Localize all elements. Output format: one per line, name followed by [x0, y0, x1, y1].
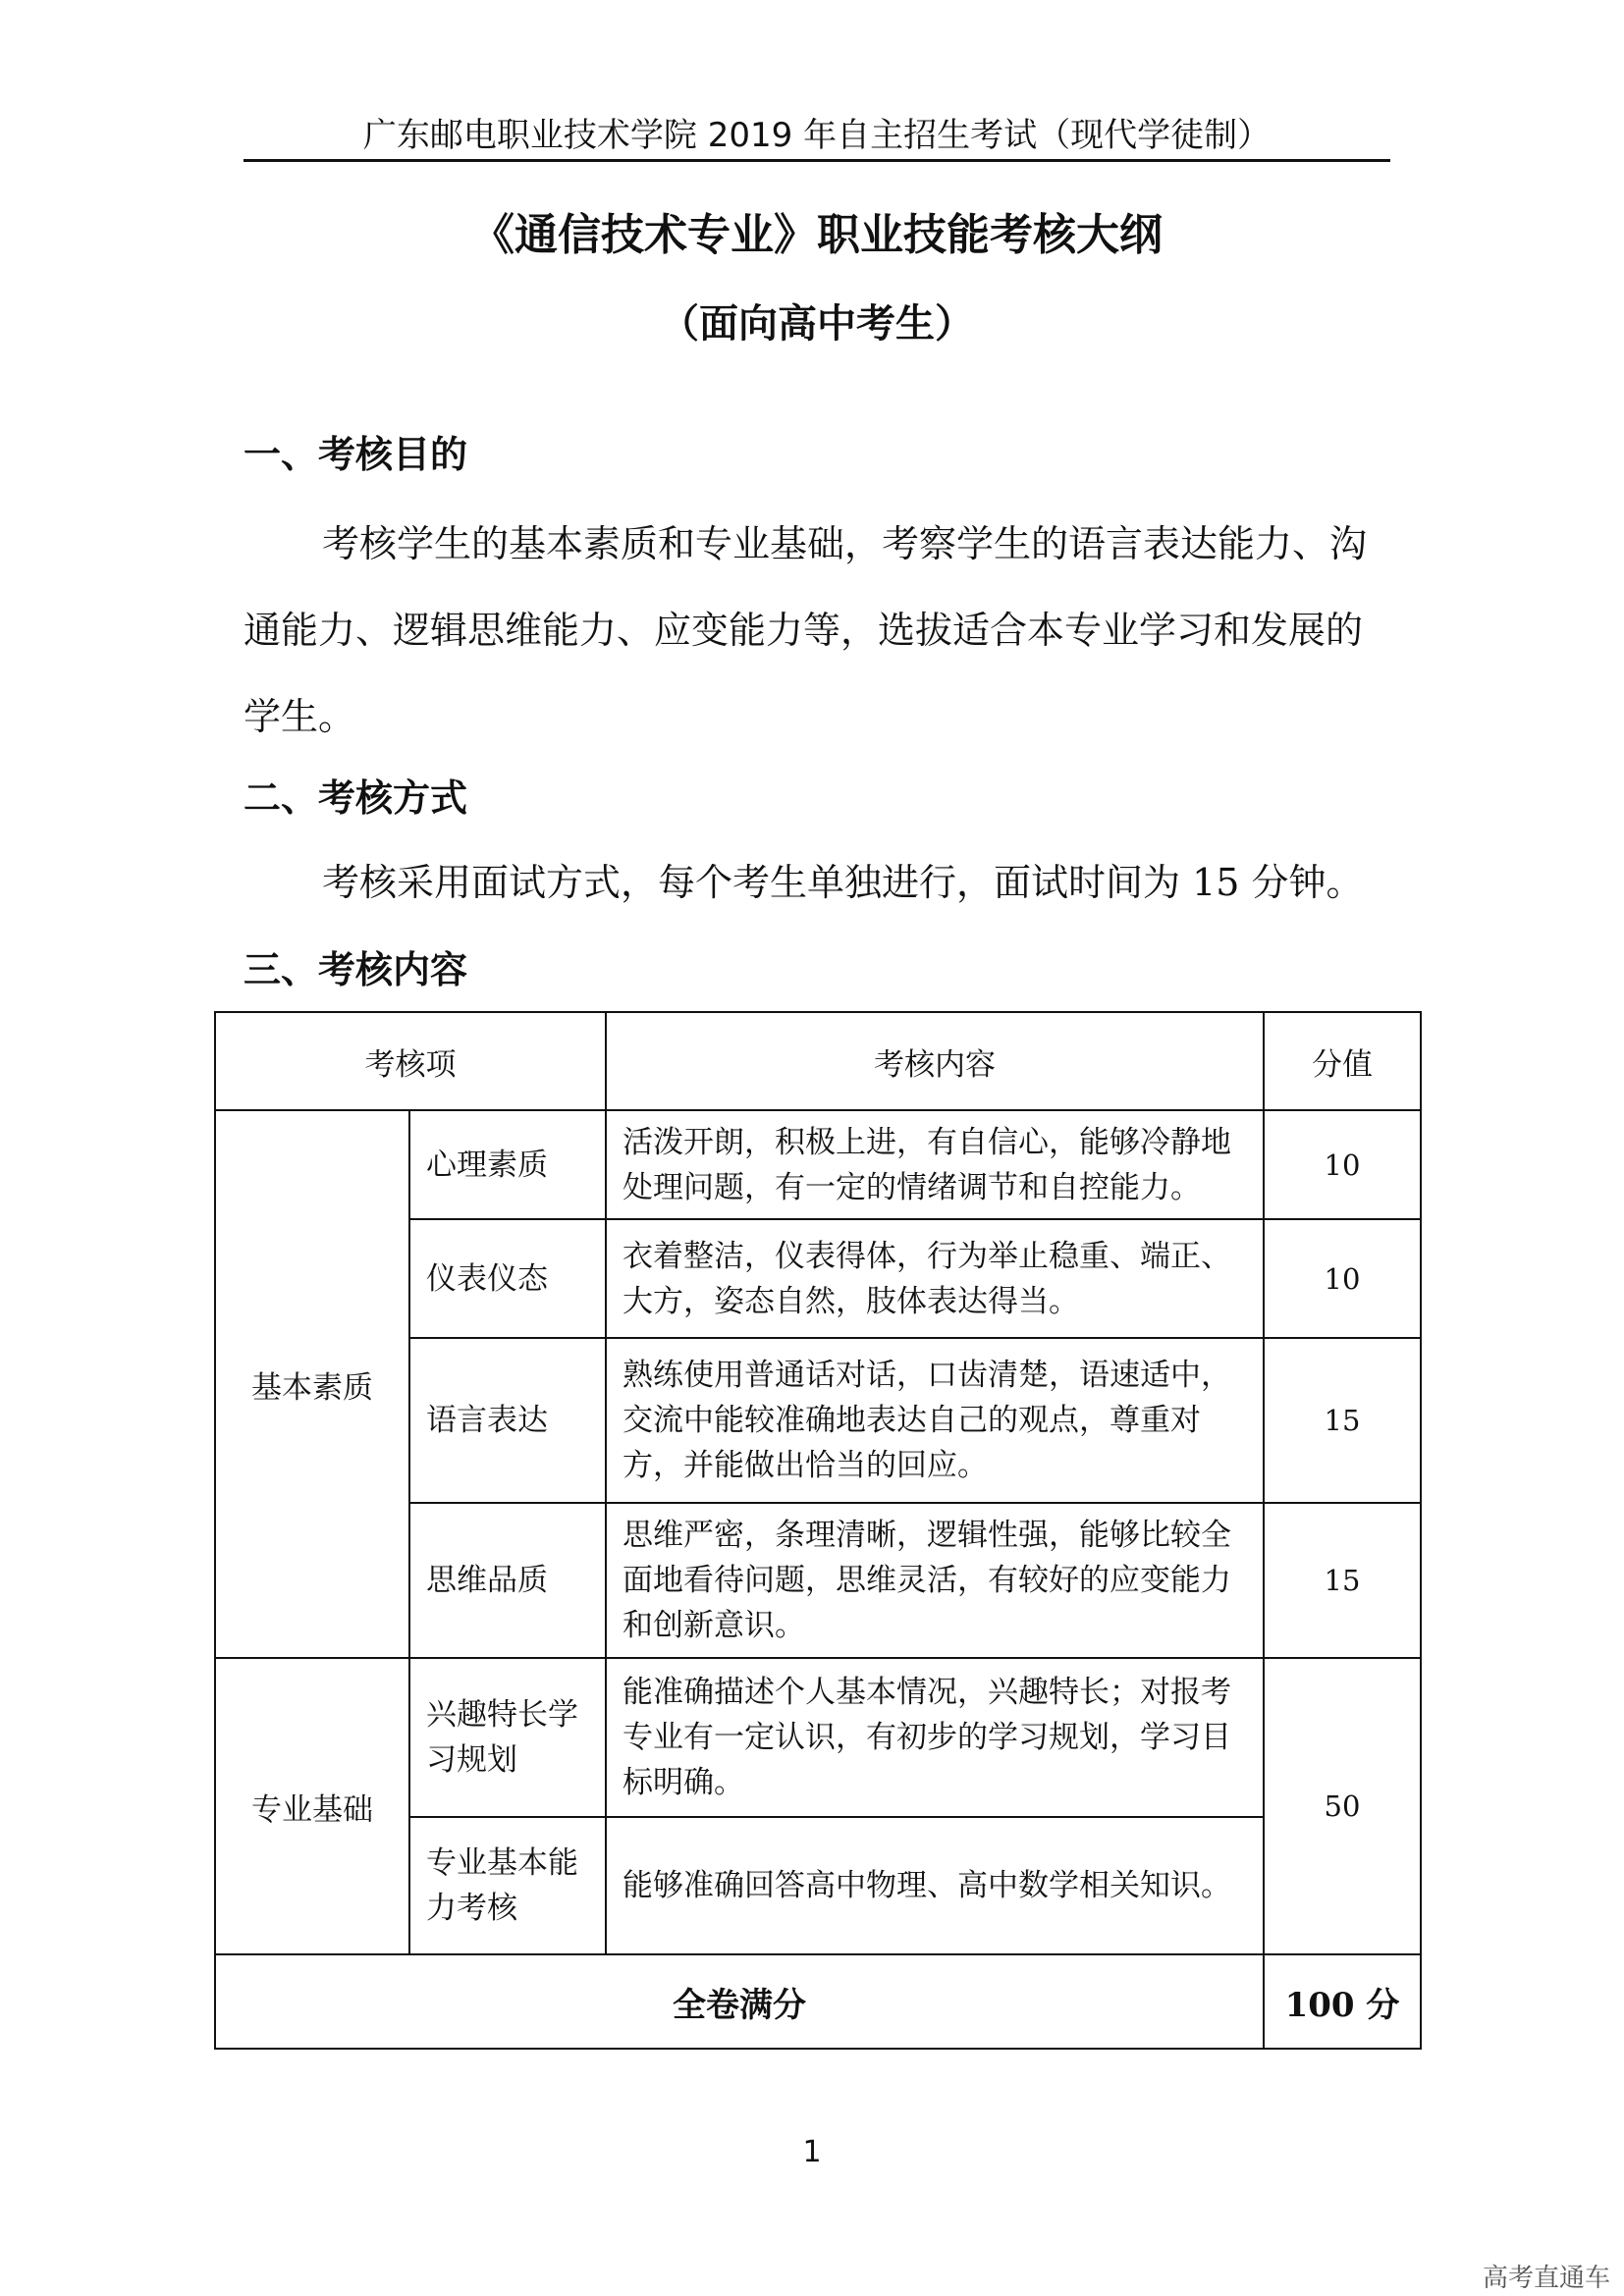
- score-cell: 10: [1264, 1219, 1421, 1338]
- document-subtitle: （面向高中考生）: [660, 300, 974, 347]
- section-body-purpose: 考核学生的基本素质和专业基础，考察学生的语言表达能力、沟通能力、逻辑思维能力、应变能力等，选拔适合本专业学习和发展的学生。: [244, 522, 1368, 738]
- header-item: 考核项: [215, 1012, 606, 1110]
- page-header: 广东邮电职业技术学院 2019 年自主招生考试（现代学徒制）: [362, 116, 1272, 155]
- score-cell: 10: [1264, 1110, 1421, 1219]
- content-cell: 能准确描述个人基本情况，兴趣特长；对报考专业有一定认识，有初步的学习规划，学习目标明确。: [606, 1658, 1264, 1817]
- sub-item: 专业基本能力考核: [409, 1817, 606, 1954]
- content-cell: 活泼开朗，积极上进，有自信心，能够冷静地处理问题，有一定的情绪调节和自控能力。: [606, 1110, 1264, 1219]
- sub-item: 仪表仪态: [409, 1219, 606, 1338]
- table-header-row: [215, 1012, 1421, 1110]
- document-title: 《通信技术专业》职业技能考核大纲: [471, 210, 1163, 260]
- table-row: [215, 1110, 1421, 1219]
- score-cell: 15: [1264, 1338, 1421, 1503]
- content-cell: 能够准确回答高中物理、高中数学相关知识。: [606, 1817, 1264, 1954]
- content-cell: 衣着整洁，仪表得体，行为举止稳重、端正、大方，姿态自然，肢体表达得当。: [606, 1219, 1264, 1338]
- section-heading-content: 三、考核内容: [244, 947, 468, 991]
- score-cell-professional: 50: [1264, 1658, 1421, 1954]
- header-rule: [244, 159, 1390, 162]
- content-cell: 思维严密，条理清晰，逻辑性强，能够比较全面地看待问题，思维灵活，有较好的应变能力和创新意识。: [606, 1503, 1264, 1658]
- sub-item: 心理素质: [409, 1110, 606, 1219]
- page-number: 1: [802, 2135, 822, 2169]
- section-heading-purpose: 一、考核目的: [244, 432, 468, 476]
- section-heading-method: 二、考核方式: [244, 775, 468, 820]
- header-content: 考核内容: [606, 1012, 1264, 1110]
- table-total-row: [215, 1954, 1421, 2049]
- sub-item: 思维品质: [409, 1503, 606, 1658]
- group-name-basic: 基本素质: [215, 1110, 409, 1658]
- table-row: [215, 1658, 1421, 1817]
- score-cell: 15: [1264, 1503, 1421, 1658]
- group-name-professional: 专业基础: [215, 1658, 409, 1954]
- total-label: 全卷满分: [215, 1954, 1264, 2049]
- watermark: 高考直通车: [1482, 2264, 1610, 2293]
- header-score: 分值: [1264, 1012, 1421, 1110]
- content-cell: 熟练使用普通话对话，口齿清楚，语速适中，交流中能较准确地表达自己的观点，尊重对方，并能做出恰当的回应。: [606, 1338, 1264, 1503]
- total-value: 100 分: [1264, 1954, 1421, 2049]
- section-body-method: 考核采用面试方式，每个考生单独进行，面试时间为 15 分钟。: [322, 861, 1364, 904]
- sub-item: 语言表达: [409, 1338, 606, 1503]
- assessment-table: [214, 1011, 1422, 2050]
- sub-item: 兴趣特长学习规划: [409, 1658, 606, 1817]
